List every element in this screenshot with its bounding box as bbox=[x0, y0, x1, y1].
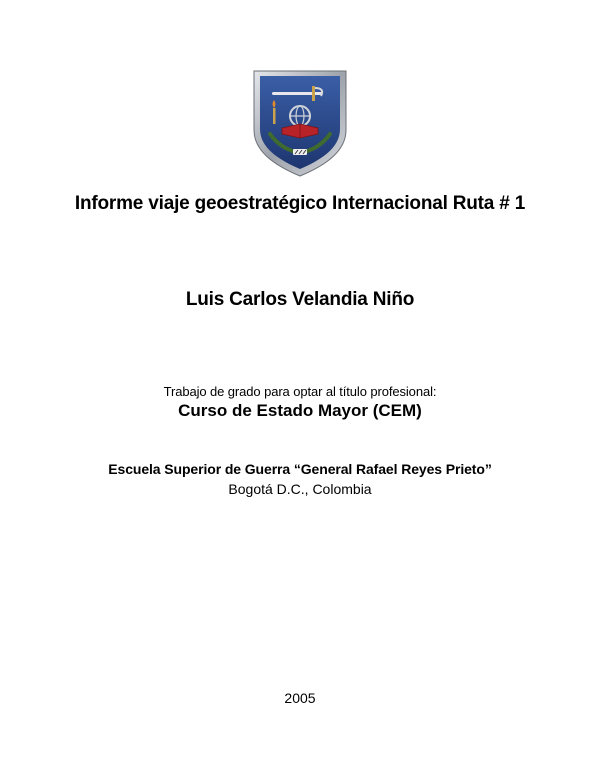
degree-label: Trabajo de grado para optar al título profesional: bbox=[163, 384, 437, 399]
institution-location: Bogotá D.C., Colombia bbox=[228, 481, 372, 497]
institution-name: Escuela Superior de Guerra “General Rafael Reyes Prieto” bbox=[108, 461, 492, 477]
publication-year: 2005 bbox=[284, 690, 316, 706]
document-title: Informe viaje geoestratégico Internacional Ruta # 1 bbox=[74, 193, 526, 214]
author-name: Luis Carlos Velandia Niño bbox=[185, 289, 415, 310]
degree-title: Curso de Estado Mayor (CEM) bbox=[178, 401, 422, 420]
crest-shield-icon bbox=[252, 68, 348, 178]
